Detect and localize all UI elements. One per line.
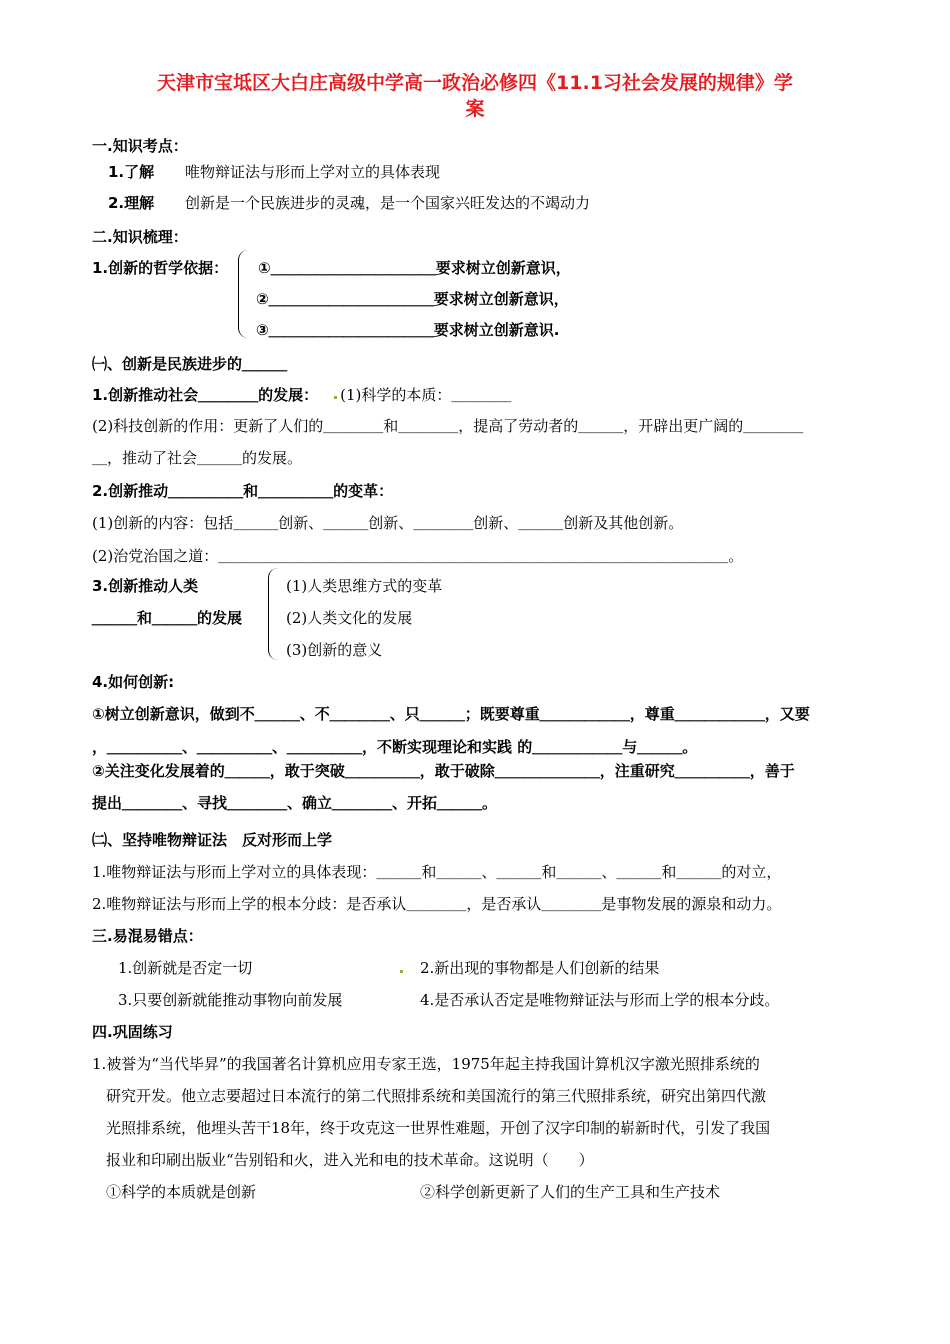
line-12: 提出＿＿＿＿、寻找＿＿＿＿、确立＿＿＿＿、开拓＿＿＿。 (92, 794, 498, 812)
section-4-heading: 四.巩固练习 (92, 1023, 173, 1041)
basis-brace (238, 250, 251, 338)
line-4: 2.创新推动＿＿＿＿＿和＿＿＿＿＿的变革： (92, 482, 394, 500)
mistake-2: 2.新出现的事物都是人们创新的结果 (420, 959, 660, 977)
impact-item-1: (1)人类思维方式的变革 (286, 577, 443, 595)
title-line-2: 案 (465, 98, 485, 120)
line-13: 1.唯物辩证法与形而上学对立的具体表现：＿＿＿和＿＿＿、＿＿＿和＿＿＿、＿＿＿和＿＿＿的对立， (92, 863, 782, 881)
line-14: 2.唯物辩证法与形而上学的根本分歧：是否承认＿＿＿＿，是否承认＿＿＿＿是事物发展的源泉和动力。 (92, 895, 782, 913)
part-2-heading: ㈡、坚持唯物辩证法 反对形而上学 (92, 831, 333, 849)
line-9: ①树立创新意识，做到不＿＿＿、不＿＿＿＿、只＿＿＿；既要尊重＿＿＿＿＿＿，尊重＿＿＿＿＿＿，又要 (92, 705, 810, 723)
line-3: ＿，推动了社会＿＿＿的发展。 (92, 449, 303, 467)
mark-dot (334, 396, 337, 399)
line-5: (1)创新的内容：包括＿＿＿创新、＿＿＿创新、＿＿＿＿创新、＿＿＿创新及其他创新。 (92, 514, 684, 532)
section-2-heading: 二.知识梳理： (92, 228, 188, 246)
goal-2-text: 创新是一个民族进步的灵魂，是一个国家兴旺发达的不竭动力 (185, 194, 591, 212)
mistake-4: 4.是否承认否定是唯物辩证法与形而上学的根本分歧。 (420, 991, 780, 1009)
basis-label: 1.创新的哲学依据： (92, 259, 229, 277)
mark-dot (400, 970, 403, 973)
line-7b: ＿＿＿和＿＿＿的发展 (92, 609, 243, 627)
line-2: (2)科技创新的作用：更新了人们的＿＿＿＿和＿＿＿＿，提高了劳动者的＿＿＿，开辟出更广阔的＿＿＿＿ (92, 417, 804, 435)
impact-item-3: (3)创新的意义 (286, 641, 383, 659)
line-1-rest: (1)科学的本质：＿＿＿＿ (340, 386, 512, 404)
line-8: 4.如何创新: (92, 673, 175, 691)
question-1-line-2: 研究开发。他立志要超过日本流行的第二代照排系统和美国流行的第三代照排系统，研究出第四代激 (106, 1087, 767, 1105)
title-line-1: 天津市宝坻区大白庄高级中学高一政治必修四《11.1习社会发展的规律》学 (157, 72, 793, 94)
mistake-1: 1.创新就是否定一切 (118, 959, 253, 977)
basis-item-3: ③＿＿＿＿＿＿＿＿＿＿＿要求树立创新意识. (256, 321, 560, 339)
goal-1-text: 唯物辩证法与形而上学对立的具体表现 (185, 163, 441, 181)
line-6: (2)治党治国之道：＿＿＿＿＿＿＿＿＿＿＿＿＿＿＿＿＿＿＿＿＿＿＿＿＿＿＿＿＿＿＿＿＿＿。 (92, 547, 744, 565)
basis-item-1: ①＿＿＿＿＿＿＿＿＿＿＿要求树立创新意识， (258, 259, 571, 277)
goal-2-label: 2.理解 (108, 194, 155, 212)
line-1 (92, 385, 511, 405)
question-1-line-3: 光照排系统，他埋头苦干18年，终于攻克这一世界性难题，开创了汉字印制的崭新时代，引发了我国 (106, 1119, 771, 1137)
option-2: ②科学创新更新了人们的生产工具和生产技术 (420, 1183, 721, 1201)
page-title (80, 70, 870, 122)
part-1-heading: ㈠、创新是民族进步的＿＿＿ (92, 355, 288, 373)
basis-item-2: ②＿＿＿＿＿＿＿＿＿＿＿要求树立创新意识， (256, 290, 569, 308)
question-1-line-4: 报业和印刷出版业“告别铅和火，进入光和电的技术革命。这说明（ ） (106, 1151, 594, 1169)
impact-item-2: (2)人类文化的发展 (286, 609, 413, 627)
line-11: ②关注变化发展着的＿＿＿，敢于突破＿＿＿＿＿，敢于破除＿＿＿＿＿＿＿，注重研究＿＿＿＿＿，善于 (92, 762, 795, 780)
line-7a: 3.创新推动人类 (92, 577, 199, 595)
option-1: ①科学的本质就是创新 (106, 1183, 257, 1201)
section-3-heading: 三.易混易错点： (92, 927, 203, 945)
goal-1-label: 1.了解 (108, 163, 155, 181)
line-10: ，＿＿＿＿＿、＿＿＿＿＿、＿＿＿＿＿，不断实现理论和实践 的＿＿＿＿＿＿与＿＿＿。 (92, 738, 698, 756)
line-1-bold: 1.创新推动社会＿＿＿＿的发展： (92, 386, 319, 404)
question-1-line-1: 1.被誉为“当代毕昇”的我国著名计算机应用专家王选，1975年起主持我国计算机汉字激光照排系统的 (92, 1055, 760, 1073)
section-1-heading: 一.知识考点： (92, 137, 188, 155)
mistake-3: 3.只要创新就能推动事物向前发展 (118, 991, 343, 1009)
impact-brace (268, 568, 281, 660)
